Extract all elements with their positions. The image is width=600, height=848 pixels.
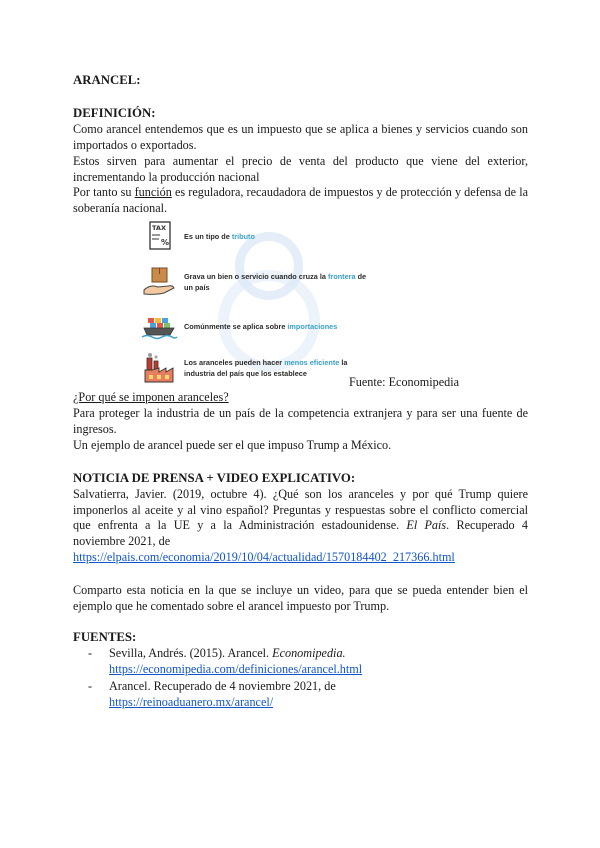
sources-heading: FUENTES: (73, 630, 137, 644)
news-heading: NOTICIA DE PRENSA + VIDEO EXPLICATIVO: (73, 471, 356, 485)
definition-paragraph-2: Estos sirven para aumentar el precio de venta del producto que viene del exterior, incrementando la producción nacional (73, 154, 528, 184)
cargo-ship-icon (140, 310, 178, 342)
document-title: ARANCEL: (73, 73, 141, 87)
news-citation: Salvatierra, Javier. (2019, octubre 4). ¿Qué son los aranceles y por qué Trump quiere imponerlos al aceite y al vino español? Preguntas y respuestas sobre el conflicto comercial que enfrenta a la UE y a la Administración estadounidense. El País. Recuperado 4 noviembre 2021, de (73, 487, 528, 548)
why-paragraph-2: Un ejemplo de arancel puede ser el que impuso Trump a México. (73, 438, 392, 452)
factory-icon (140, 352, 178, 384)
tax-document-icon (140, 220, 178, 252)
infographic-item: Grava un bien o servicio cuando cruza la frontera de un país (140, 266, 370, 298)
figure-source: Fuente: Economipedia (349, 375, 459, 389)
source-item: - Arancel. Recuperado de 4 noviembre 2021, de https://reinoaduanero.mx/arancel/ (88, 679, 336, 709)
arancel-infographic (140, 218, 370, 390)
economipedia-link[interactable]: https://economipedia.com/definiciones/arancel.html (109, 661, 363, 676)
package-hand-icon (140, 266, 178, 298)
why-question: ¿Por qué se imponen aranceles? (73, 390, 229, 404)
definition-heading: DEFINICIÓN: (73, 106, 156, 120)
definition-paragraph-1: Como arancel entendemos que es un impuesto que se aplica a bienes y servicios cuando son importados o exportados. (73, 122, 528, 152)
source-item: - Sevilla, Andrés. (2015). Arancel. Economipedia. https://economipedia.com/definiciones/arancel.html (88, 646, 363, 676)
svg-text:TAX: TAX (152, 224, 166, 232)
infographic-item: Comúnmente se aplica sobre importaciones (140, 310, 337, 342)
news-url-line (73, 550, 528, 566)
definition-paragraph-3: Por tanto su función es reguladora, recaudadora de impuestos y de protección y defensa de la soberanía nacional. (73, 185, 528, 215)
funcion-link[interactable]: función (134, 185, 172, 199)
news-url-link[interactable]: https://elpais.com/economia/2019/10/04/actualidad/1570184402_217366.html (73, 550, 455, 564)
infographic-item: Los aranceles pueden hacer menos eficiente la industria del país que los establece (140, 352, 352, 384)
news-comment: Comparto esta noticia en la que se incluye un video, para que se pueda entender bien el ejemplo que he comentado sobre el arancel impuesto por Trump. (73, 583, 528, 613)
why-paragraph-1: Para proteger la industria de un país de la competencia extranjera y para ser una fuente de ingresos. (73, 406, 528, 436)
svg-text:%: % (161, 238, 170, 247)
infographic-item: TAX % Es un tipo de tributo (140, 220, 255, 252)
reinoaduanero-link[interactable]: https://reinoaduanero.mx/arancel/ (109, 694, 274, 709)
